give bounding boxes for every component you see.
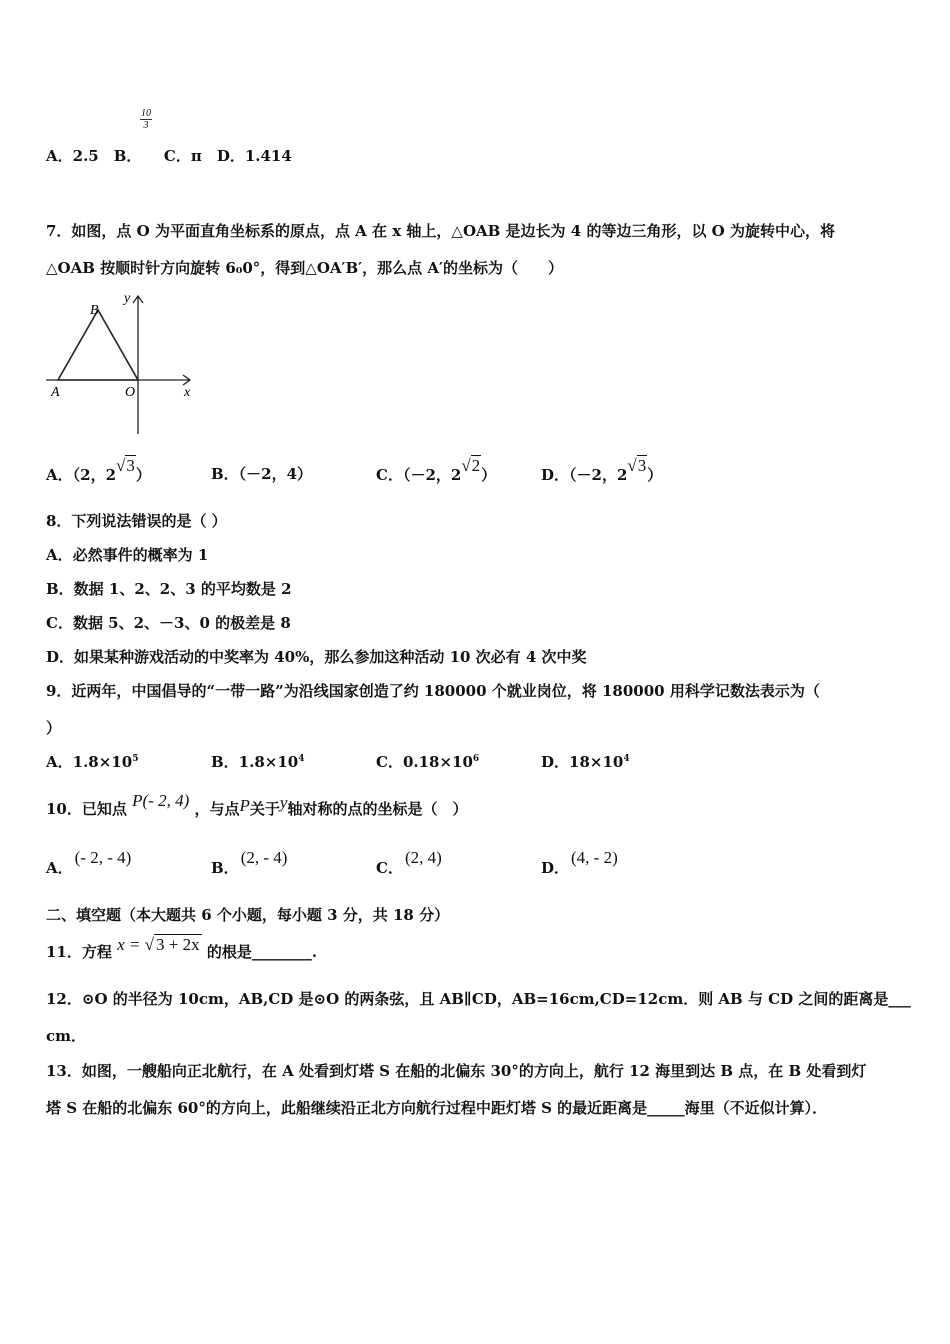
q10-option-c-label: C． xyxy=(376,859,403,877)
q9-option-b xyxy=(211,752,304,772)
q10-option-a xyxy=(46,848,132,878)
fraction-numerator: 10 xyxy=(141,108,151,119)
q8-option-c: C．数据 5、2、－3、0 的极差是 8 xyxy=(46,614,291,632)
section-2-title: 二、填空题（本大题共 6 个小题，每小题 3 分，共 18 分） xyxy=(46,906,450,924)
sqrt-3: √3 xyxy=(116,456,135,475)
label-x: x xyxy=(184,385,191,400)
radicand: 3 xyxy=(126,456,135,475)
q10-stem-prefix: 10．已知点 xyxy=(46,800,127,818)
q9-stem-line1: 9．近两年，中国倡导的“一带一路”为沿线国家创造了约 180000 个就业岗位，将 180000 用科学记数法表示为（ xyxy=(46,682,820,700)
q10-option-b xyxy=(211,848,288,878)
q9-option-c-base: C．0.18×10 xyxy=(376,753,473,771)
q7-option-c-suffix: ） xyxy=(481,466,497,484)
q10-point-p: P xyxy=(239,796,250,815)
q9-stem-line2: ） xyxy=(46,719,62,737)
q8-option-d: D．如果某种游戏活动的中奖率为 40%，那么参加这种活动 10 次必有 4 次中奖 xyxy=(46,648,587,666)
q7-option-d-prefix: D．（－2，2 xyxy=(541,466,628,484)
q9-option-c xyxy=(376,752,479,772)
q8-stem: 8．下列说法错误的是（ ） xyxy=(46,512,227,530)
q9-option-b-base: B．1.8×10 xyxy=(211,753,299,771)
q9-option-d xyxy=(541,752,630,772)
q11-equation: x = √ 3 + 2x xyxy=(117,935,200,954)
q10-option-a-value: (- 2, - 4) xyxy=(74,848,132,867)
sqrt-2: √2 xyxy=(461,456,481,475)
q9-option-b-exponent: 4 xyxy=(298,754,305,764)
q7-option-d xyxy=(541,456,663,485)
q9-option-d-exponent: 4 xyxy=(623,754,630,764)
q9-option-a xyxy=(46,752,138,772)
label-o: O xyxy=(125,385,136,400)
q10-stem xyxy=(46,791,468,819)
q10-option-c xyxy=(376,848,442,878)
q7-option-a-suffix: ） xyxy=(135,466,151,484)
q10-option-b-value: (2, - 4) xyxy=(240,848,288,867)
q10-option-c-value: (2, 4) xyxy=(404,848,442,867)
q10-stem-suffix: 轴对称的点的坐标是（ ） xyxy=(287,800,468,818)
fraction-ten-thirds xyxy=(140,108,152,131)
q8-option-b: B．数据 1、2、2、3 的平均数是 2 xyxy=(46,580,292,598)
q10-point-expression: P(- 2, 4) xyxy=(132,791,190,810)
q13-line2: 塔 S 在船的北偏东 60°的方向上，此船继续沿正北方向航行过程中距灯塔 S 的最近距离是_____海里（不近似计算）． xyxy=(46,1099,828,1117)
q6-options: A．2.5 B． C．π D．1.414 xyxy=(46,147,292,165)
radicand: 3 xyxy=(637,456,647,475)
q9-option-a-base: A．1.8×10 xyxy=(46,753,133,771)
q7-option-a-prefix: A．（2，2 xyxy=(46,466,117,484)
fraction-denominator: 3 xyxy=(143,120,149,131)
q7-stem-line2: △OAB 按顺时针方向旋转 6₀0°，得到△OA′B′，那么点 A′的坐标为（ ） xyxy=(46,259,563,277)
q13-line1: 13．如图，一艘船向正北航行，在 A 处看到灯塔 S 在船的北偏东 30°的方向上，航行 12 海里到达 B 点，在 B 处看到灯 xyxy=(46,1062,867,1080)
q7-stem-line1: 7．如图，点 O 为平面直角坐标系的原点，点 A 在 x 轴上，△OAB 是边长为 4 的等边三角形，以 O 为旋转中心，将 xyxy=(46,222,835,240)
q9-option-a-exponent: 5 xyxy=(132,754,139,764)
q8-option-a: A．必然事件的概率为 1 xyxy=(46,546,209,564)
q11-equation-lhs: x = xyxy=(117,935,141,954)
q10-axis-y: y xyxy=(279,793,288,812)
q12-line1: 12．⊙O 的半径为 10cm，AB,CD 是⊙O 的两条弦，且 AB∥CD，AB=16cm,CD=12cm．则 AB 与 CD 之间的距离是___ xyxy=(46,990,911,1008)
q7-option-d-suffix: ） xyxy=(647,466,663,484)
label-a: A xyxy=(51,385,60,400)
q10-option-a-label: A． xyxy=(46,859,73,877)
sqrt-3: √3 xyxy=(627,456,647,475)
q7-option-c-prefix: C．（－2，2 xyxy=(376,466,462,484)
q7-option-a xyxy=(46,456,151,485)
q7-option-b: B．（－2，4） xyxy=(211,465,313,483)
q10-option-d-value: (4, - 2) xyxy=(571,848,618,867)
q9-option-c-exponent: 6 xyxy=(472,754,480,764)
q10-option-b-label: B． xyxy=(211,859,239,877)
q10-option-d-label: D． xyxy=(541,859,570,877)
radicand: 2 xyxy=(471,456,481,475)
q11-equation-radicand: 3 + 2x xyxy=(155,935,200,954)
q9-option-d-base: D．18×10 xyxy=(541,753,624,771)
label-b: B xyxy=(90,303,99,318)
q7-option-c xyxy=(376,456,497,485)
q7-triangle-figure xyxy=(44,288,199,438)
label-y: y xyxy=(124,291,131,306)
q12-line2: cm． xyxy=(46,1027,87,1045)
q10-option-d xyxy=(541,848,618,878)
q10-stem-mid1: ，与点 xyxy=(194,800,240,818)
triangle-oab xyxy=(58,310,138,380)
q11-stem-suffix: 的根是________. xyxy=(206,943,318,961)
q11-stem-prefix: 11．方程 xyxy=(46,943,112,961)
q11-stem xyxy=(46,935,318,962)
q10-stem-mid2: 关于 xyxy=(249,800,280,818)
